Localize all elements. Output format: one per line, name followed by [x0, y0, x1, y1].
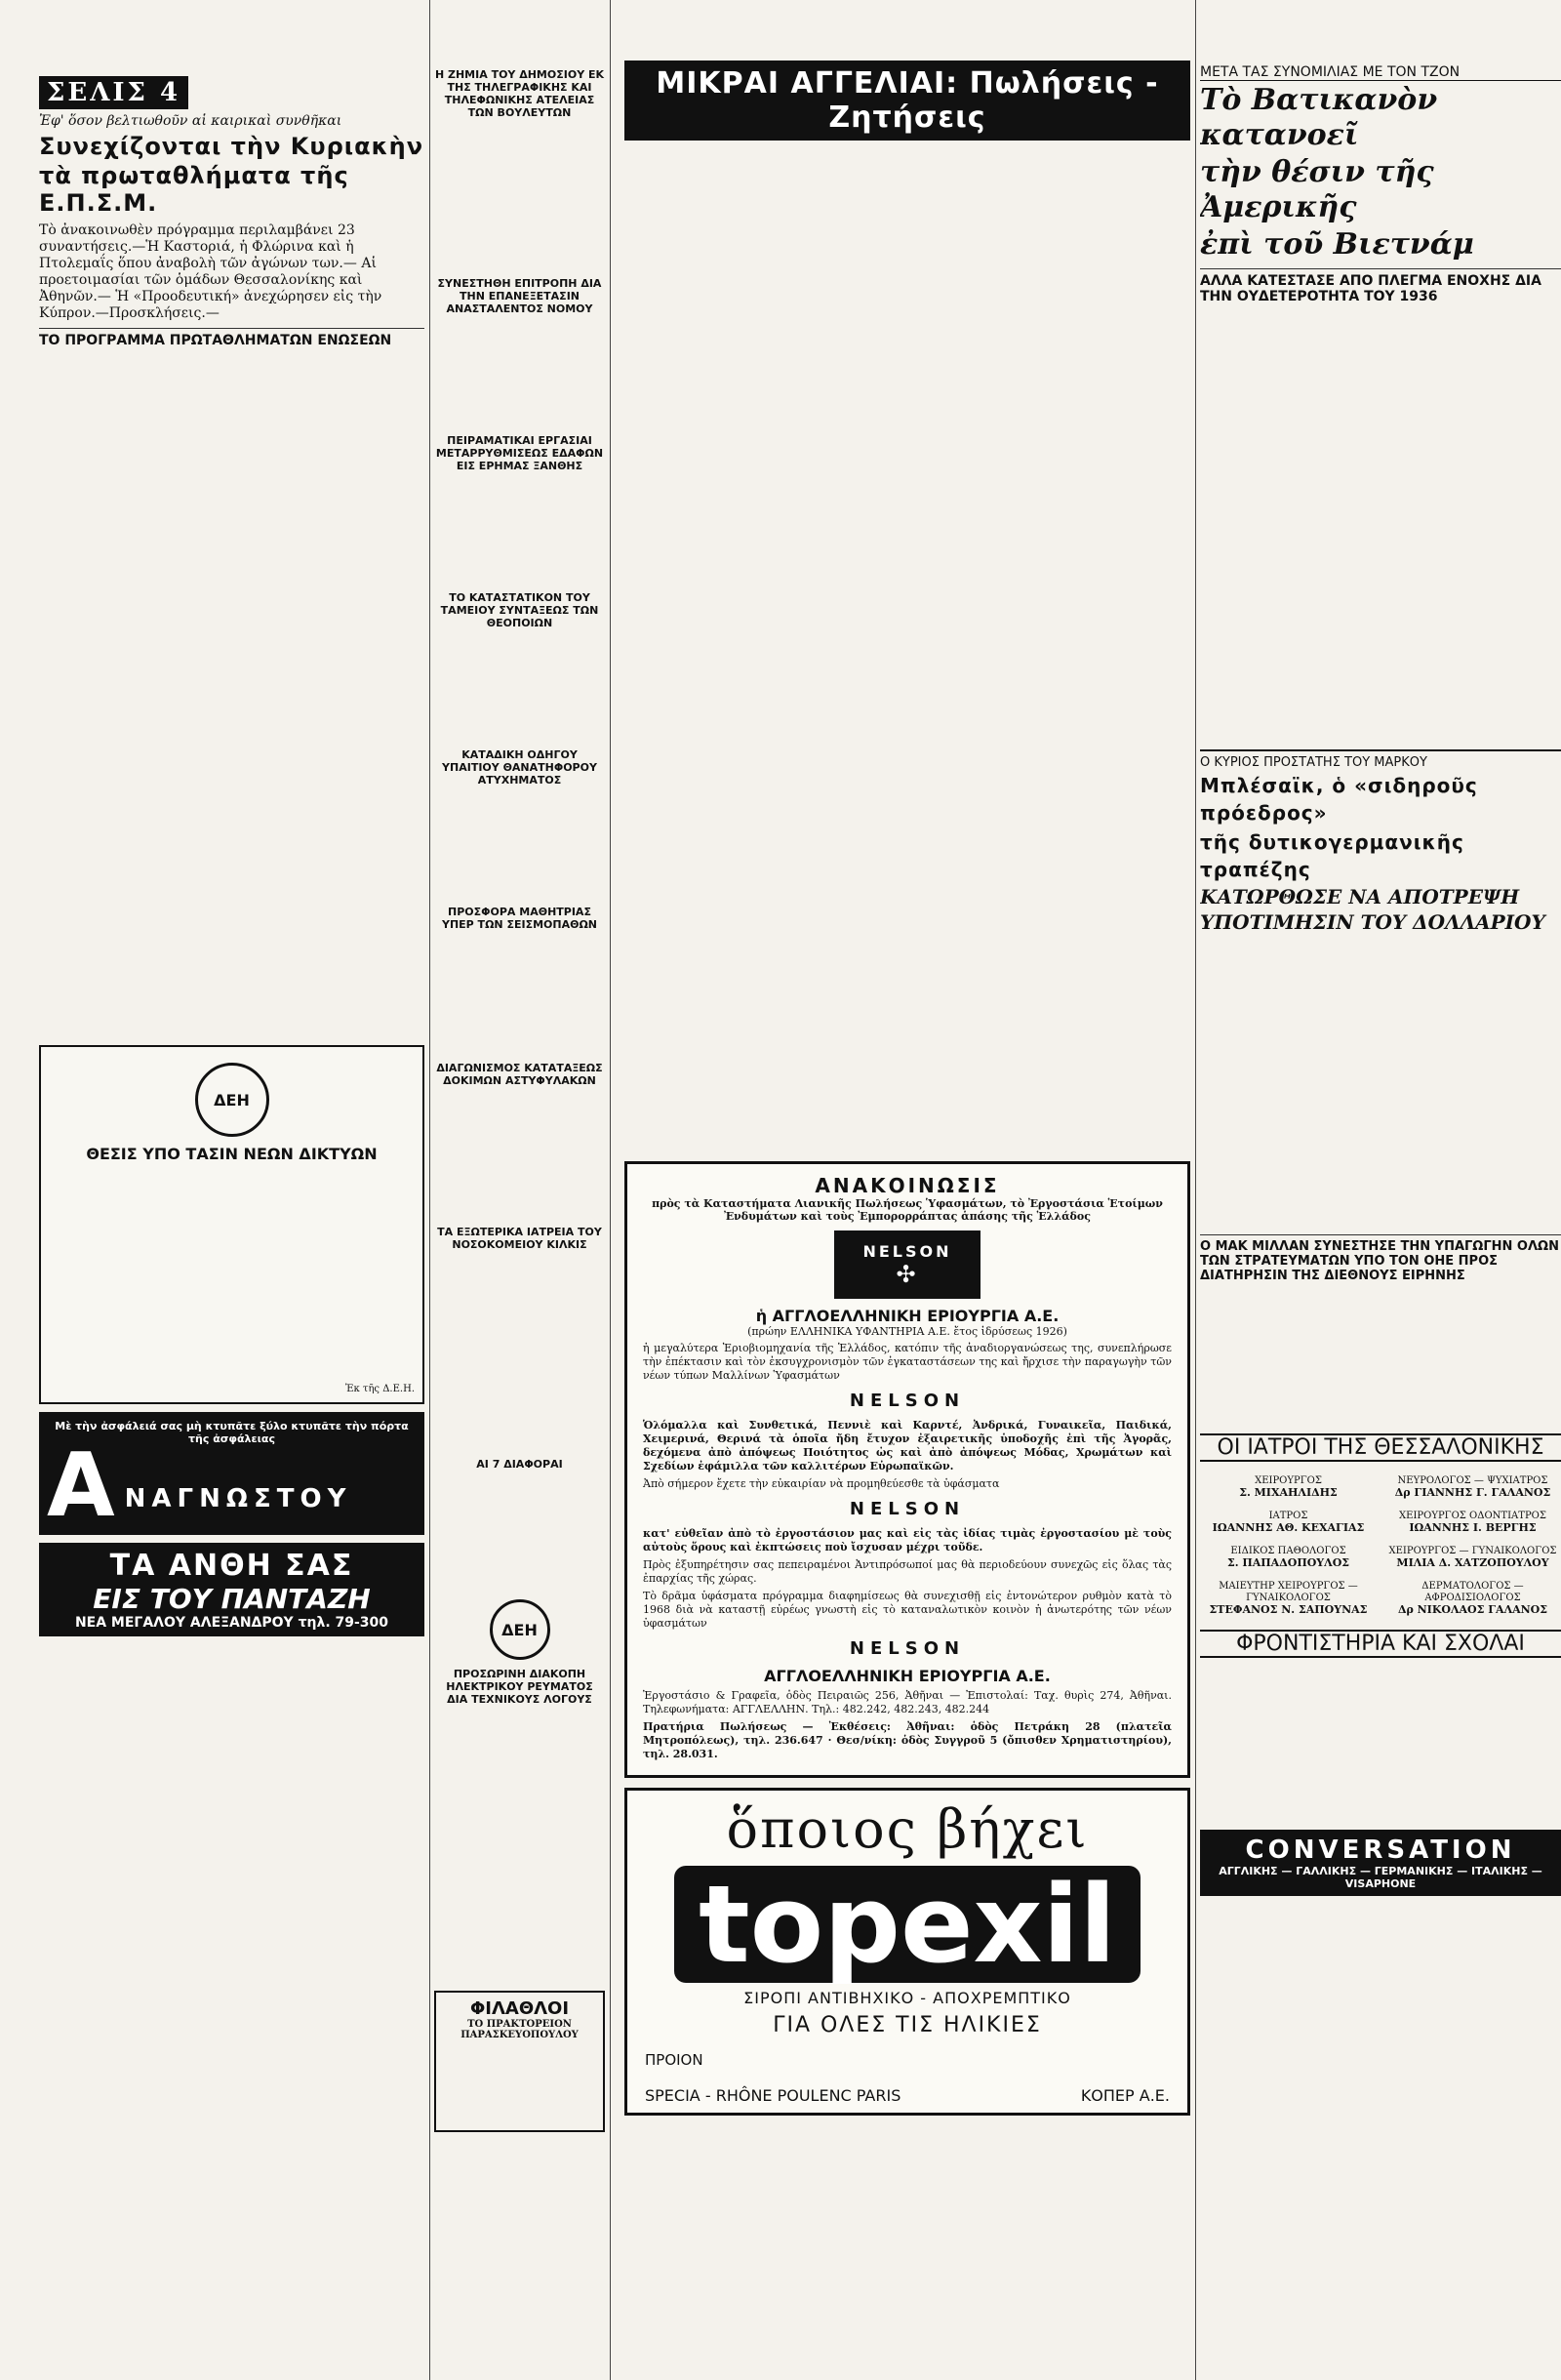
- ad-nelson-paragraph: Πρὸς ἐξυπηρέτησιν σας πεπειραμένοι Ἀντιπρόσωποί μας θὰ περιοδεύουν συνεχῶς εἰς ὅλας τὰς ἐπαρχίας τῆς χώρας.: [643, 1558, 1172, 1585]
- ad-filathloi-title: ΦΙΛΑΘΛΟΙ: [469, 1998, 570, 2019]
- column-international: [1200, 0, 1561, 2380]
- ad-topexil-distributor: ΚΟΠΕΡ Α.Ε.: [1080, 2086, 1170, 2105]
- schools-section-title: ΦΡΟΝΤΙΣΤΗΡΙΑ ΚΑΙ ΣΧΟΛΑΙ: [1200, 1630, 1561, 1658]
- ad-deh-signature: Ἐκ τῆς Δ.Ε.Η.: [344, 1384, 415, 1394]
- sports-subhead: ΤΟ ΠΡΟΓΡΑΜΜΑ ΠΡΩΤΑΘΛΗΜΑΤΩΝ ΕΝΩΣΕΩΝ: [39, 328, 424, 348]
- body-text-block: [434, 790, 605, 898]
- vatican-article-body: [1200, 310, 1561, 749]
- doctors-section-title: ΟΙ ΙΑΤΡΟΙ ΤΗΣ ΘΕΣΣΑΛΟΝΙΚΗΣ: [1200, 1433, 1561, 1462]
- brief-title: ΠΡΟΣΦΟΡΑ ΜΑΘΗΤΡΙΑΣ ΥΠΕΡ ΤΩΝ ΣΕΙΣΜΟΠΑΘΩΝ: [441, 906, 598, 931]
- body-text-block: [434, 1474, 605, 1592]
- body-text-block: [434, 476, 605, 584]
- body-text-block: [1200, 1289, 1561, 1426]
- ad-topexil-ages: ΓΙΑ ΟΛΕΣ ΤΙΣ ΗΛΙΚΙΕΣ: [773, 2013, 1042, 2037]
- body-text-block: [434, 319, 605, 426]
- brief-title: ΑΙ 7 ΔΙΑΦΟΡΑΙ: [476, 1458, 563, 1471]
- body-text-block: [442, 2040, 597, 2118]
- ad-anagnostou: [39, 1412, 424, 1535]
- ad-filathloi: [434, 1991, 605, 2132]
- doctor-listing: [1200, 1546, 1377, 1569]
- doctor-role: ΙΑΤΡΟΣ: [1268, 1511, 1308, 1521]
- ad-nelson-paragraph: Τὸ δρᾶμα ὑφάσματα πρόγραμμα διαφημίσεως θὰ συνεχισθῇ εἰς ἐντονώτερον ρυθμὸν κατὰ τὸ 1968 διὰ νὰ καταστῇ εὐρέως γνωστὴ εἰς τὸ καταναλωτικὸν κοινὸν ἡ ἀνωτερότης τῶν νέων ὑφασμάτων: [643, 1590, 1172, 1630]
- doctor-role: ΜΑΙΕΥΤΗΡ ΧΕΙΡΟΥΡΓΟΣ — ΓΥΝΑΙΚΟΛΟΓΟΣ: [1219, 1581, 1358, 1603]
- ad-anagnostou-name: ΝΑΓΝΩΣΤΟΥ: [124, 1484, 352, 1513]
- ad-nelson-paragraph: κατ' εὐθεῖαν ἀπὸ τὸ ἐργοστάσιον μας καὶ εἰς τὰς ἰδίας τιμὰς ἐργοστασίου μὲ τοὺς αὐτοὺς ὅρους καὶ ἐκπτώσεις ποὺ ἴσχυσαν μέχρι τοῦδε.: [643, 1527, 1172, 1553]
- doctor-listing: [1384, 1475, 1561, 1499]
- vatican-headline-1: Τὸ Βατικανὸν κατανοεῖ: [1200, 83, 1438, 152]
- page-number-masthead: ΣΕΛΙΣ 4: [39, 76, 188, 109]
- ad-nelson-subtitle: πρὸς τὰ Καταστήματα Λιανικῆς Πωλήσεως Ὑφασμάτων, τὸ Ἐργοστάσια Ἑτοίμων Ἐνδυμάτων καὶ τοὺς Ἐμπορορράπτας ἁπάσης τῆς Ἑλλάδος: [652, 1197, 1163, 1223]
- body-text-block: [1008, 146, 1190, 1151]
- ad-nelson-company-sub: (πρώην ΕΛΛΗΝΙΚΑ ΥΦΑΝΤΗΡΙΑ Α.Ε. ἔτος ἱδρύσεως 1926): [747, 1325, 1067, 1338]
- macmillan-headline: Ο ΜΑΚ ΜΙΛΛΑΝ ΣΥΝΕΣΤΗΣΕ ΤΗΝ ΥΠΑΓΩΓΗΝ ΟΛΩΝ ΤΩΝ ΣΤΡΑΤΕΥΜΑΤΩΝ ΥΠΟ ΤΟΝ ΟΗΕ ΠΡΟΣ ΔΙΑΤΗΡΗΣΙΝ ΤΗΣ ΔΙΕΘΝΟΥΣ ΕΙΡΗΝΗΣ: [1200, 1234, 1561, 1283]
- column-news-briefs-lower: [434, 1054, 605, 2380]
- nelson-logo: [834, 1230, 981, 1299]
- classified-column: [1008, 146, 1190, 1157]
- body-text-block: [1200, 310, 1561, 528]
- doctor-role: ΧΕΙΡΟΥΡΓΟΣ — ΓΥΝΑΙΚΟΛΟΓΟΣ: [1388, 1546, 1557, 1556]
- ad-nelson-brand: NELSON: [849, 1638, 966, 1659]
- doctor-listing: [1384, 1511, 1561, 1534]
- doctor-name: ΙΩΑΝΝΗΣ Ι. ΒΕΡΓΗΣ: [1409, 1521, 1537, 1534]
- ad-deh-title: ΘΕΣΙΣ ΥΠΟ ΤΑΣΙΝ ΝΕΩΝ ΔΙΚΤΥΩΝ: [86, 1145, 378, 1163]
- column-sports: [39, 0, 424, 2380]
- vatican-headline-3: ἐπὶ τοῦ Βιετνάμ: [1200, 227, 1474, 262]
- sports-kicker: Ἐφ' ὅσον βελτιωθοῦν αἱ καιρικαὶ συνθῆκαι: [39, 113, 342, 129]
- ad-nelson-company: ΑΓΓΛΟΕΛΛΗΝΙΚΗ ΕΡΙΟΥΡΓΙΑ Α.Ε.: [764, 1667, 1051, 1685]
- classified-column: [624, 146, 807, 1157]
- classified-column: [817, 146, 999, 1157]
- vatican-kicker: ΜΕΤΑ ΤΑΣ ΣΥΝΟΜΙΛΙΑΣ ΜΕ ΤΟΝ ΤΖΟΝ: [1200, 64, 1561, 81]
- vatican-subhead: ΑΛΛΑ ΚΑΤΕΣΤΑΣΕ ΑΠΟ ΠΛΕΓΜΑ ΕΝΟΧΗΣ ΔΙΑ ΤΗΝ ΟΥΔΕΤΕΡΟΤΗΤΑ ΤΟΥ 1936: [1200, 268, 1561, 304]
- brief-title: ΚΑΤΑΔΙΚΗ ΟΔΗΓΟΥ ΥΠΑΙΤΙΟΥ ΘΑΝΑΤΗΦΟΡΟΥ ΑΤΥΧΗΜΑΤΟΣ: [442, 748, 597, 787]
- doctor-name: Δρ ΓΙΑΝΝΗΣ Γ. ΓΑΛΑΝΟΣ: [1394, 1486, 1551, 1499]
- brief-title: ΣΥΝΕΣΤΗΘΗ ΕΠΙΤΡΟΠΗ ΔΙΑ ΤΗΝ ΕΠΑΝΕΞΕΤΑΣΙΝ ΑΝΑΣΤΑΛΕΝΤΟΣ ΝΟΜΟΥ: [437, 277, 602, 315]
- doctors-listings: [1200, 1470, 1561, 1622]
- body-text-block: [1200, 1666, 1561, 1822]
- doctor-listing: [1200, 1511, 1377, 1534]
- ad-nelson-paragraph: ἡ μεγαλύτερα Ἐριοβιομηχανία τῆς Ἑλλάδος, κατόπιν τῆς ἀναδιοργανώσεως της, συνεπλήρωσε τὴν ἐπέκτασιν καὶ τὸν ἐκσυγχρονισμὸν τῶν ἐγκαταστάσεων της καὶ ἤρχισε τὴν παραγωγὴν τῶν νέων τύπων Μαλλίνων Ὑφασμάτων: [643, 1342, 1172, 1382]
- ad-pantazis-address: ΝΕΑ ΜΕΓΑΛΟΥ ΑΛΕΞΑΝΔΡΟΥ τηλ. 79-300: [74, 1615, 389, 1631]
- ad-nelson-address: Ἐργοστάσιο & Γραφεῖα, ὁδὸς Πειραιῶς 256, Ἀθῆναι — Ἐπιστολαί: Ταχ. θυρὶς 274, Ἀθῆναι. Τηλεφωνήματα: ΑΓΓΛΕΛΛΗΝ. Τηλ.: 482.242, 482.243, 482.244: [643, 1689, 1172, 1715]
- doctor-name: ΣΤΕΦΑΝΟΣ Ν. ΣΑΠΟΥΝΑΣ: [1209, 1603, 1368, 1616]
- body-text-block: [1200, 936, 1561, 1080]
- blessing-headline-1: Μπλέσαϊκ, ὁ «σιδηροῦς πρόεδρος»: [1200, 774, 1478, 825]
- sports-headline-1: Συνεχίζονται τὴν Κυριακὴν: [39, 133, 424, 160]
- brief-title: ΔΙΑΓΩΝΙΣΜΟΣ ΚΑΤΑΤΑΞΕΩΣ ΔΟΚΙΜΩΝ ΑΣΤΥΦΥΛΑΚΩΝ: [436, 1062, 603, 1087]
- ad-topexil-brand: topexil: [674, 1866, 1141, 1983]
- ad-nelson-brand: NELSON: [849, 1391, 966, 1411]
- ad-deh-body: [49, 1169, 415, 1384]
- knot-icon: ✣: [896, 1260, 919, 1288]
- body-text-block: [434, 1710, 605, 1983]
- vatican-headline-2: τὴν θέσιν τῆς Ἀμερικῆς: [1200, 155, 1434, 224]
- ad-pantazis-line1: ΤΑ ΑΝΘΗ ΣΑΣ: [109, 1549, 354, 1583]
- column-divider: [429, 0, 430, 2380]
- body-text-block: [434, 1255, 605, 1450]
- ad-topexil-slogan: ὅποιος βήχει: [726, 1798, 1089, 1860]
- sports-lead: Τὸ ἀνακοινωθὲν πρόγραμμα περιλαμβάνει 23 συναντήσεις.—Ἡ Καστοριά, ἡ Φλώρινα καὶ ἡ Πτολεμαΐς ὅπου ἀναβολὴ τῶν ἀγώνων των.— Αἱ προετοιμασίαι τῶν ὁμάδων Θεσσαλονίκης καὶ Ἀθηνῶν.— Ἡ «Προοδευτική» ἀνεχώρησεν εἰς τὴν Κύπρον.—Προσκλήσεις.—: [39, 222, 382, 321]
- brief-title: ΠΡΟΣΩΡΙΝΗ ΔΙΑΚΟΠΗ ΗΛΕΚΤΡΙΚΟΥ ΡΕΥΜΑΤΟΣ ΔΙΑ ΤΕΧΝΙΚΟΥΣ ΛΟΓΟΥΣ: [446, 1668, 593, 1706]
- deh-logo: ΔΕΗ: [195, 1063, 269, 1137]
- doctor-listing: [1384, 1546, 1561, 1569]
- ad-nelson-title: ΑΝΑΚΟΙΝΩΣΙΣ: [815, 1174, 1000, 1197]
- ad-nelson-brand: NELSON: [849, 1499, 966, 1519]
- sports-headline-2: τὰ πρωταθλήματα τῆς Ε.Π.Σ.Μ.: [39, 162, 349, 217]
- ad-nelson-points-of-sale: Πρατήρια Πωλήσεως — Ἐκθέσεις: Ἀθῆναι: ὁδὸς Πετράκη 28 (πλατεῖα Μητροπόλεως), τηλ. 236.647 · Θεσ/νίκη: ὁδὸς Συγγροῦ 5 (ὄπισθεν Χρηματιστηρίου), τηλ. 28.031.: [643, 1720, 1172, 1760]
- body-text-block: [434, 123, 605, 269]
- ad-nelson: [624, 1161, 1190, 1778]
- ad-nelson-paragraph: Ἀπὸ σήμερον ἔχετε τὴν εὐκαιρίαν νὰ προμηθεύεσθε τὰ ὑφάσματα: [643, 1477, 1000, 1490]
- ad-nelson-paragraph: Ὁλόμαλλα καὶ Συνθετικά, Πεννιὲ καὶ Καρντέ, Ἀνδρικά, Γυναικεῖα, Παιδικά, Χειμερινά, Θερινά τὰ ὁποῖα ἤδη ἔτυχον ἐξαιρετικῆς ὑποδοχῆς ἐπὶ τῆς Ἀγορᾶς, δεχόμενα ἀπὸ ἀπόψεως Ποιότητος ὡς καὶ ἀπὸ ἀπόψεως Μόδας, Χρωμάτων καὶ Σχεδίων ἐφάμιλλα τῶν καλλιτέρων Εὐρωπαϊκῶν.: [643, 1419, 1172, 1472]
- doctor-listing: [1200, 1475, 1377, 1499]
- ad-filathloi-sub: ΤΟ ΠΡΑΚΤΟΡΕΙΟΝ ΠΑΡΑΣΚΕΥΟΠΟΥΛΟΥ: [460, 2019, 579, 2040]
- doctor-listing: [1200, 1581, 1377, 1616]
- ad-topexil-product-label: ΠΡΟΙΟΝ: [645, 2051, 703, 2069]
- blessing-headline-3: ΚΑΤΩΡΘΩΣΕ ΝΑ ΑΠΟΤΡΕΨΗ: [1200, 885, 1520, 908]
- doctor-name: Δρ ΝΙΚΟΛΑΟΣ ΓΑΛΑΝΟΣ: [1397, 1603, 1548, 1616]
- ad-conversation-title: CONVERSATION: [1245, 1835, 1516, 1865]
- doctor-listing: [1384, 1581, 1561, 1616]
- ad-conversation: [1200, 1830, 1561, 1896]
- body-text-block: [434, 633, 605, 741]
- doctor-role: ΔΕΡΜΑΤΟΛΟΓΟΣ — ΑΦΡΟΔΙΣΙΟΛΟΓΟΣ: [1421, 1581, 1524, 1603]
- blessing-headline-4: ΥΠΟΤΙΜΗΣΙΝ ΤΟΥ ΔΟΛΛΑΡΙΟΥ: [1200, 910, 1545, 934]
- brief-title: ΤΑ ΕΞΩΤΕΡΙΚΑ ΙΑΤΡΕΙΑ ΤΟΥ ΝΟΣΟΚΟΜΕΙΟΥ ΚΙΛΚΙΣ: [437, 1226, 602, 1251]
- doctor-name: ΙΩΑΝΝΗΣ ΑΘ. ΚΕΧΑΓΙΑΣ: [1212, 1521, 1365, 1534]
- classifieds-banner: ΜΙΚΡΑΙ ΑΓΓΕΛΙΑΙ: Πωλήσεις - Ζητήσεις: [624, 61, 1190, 141]
- column-divider: [1195, 0, 1196, 2380]
- ad-topexil-footer: [635, 2086, 1180, 2105]
- doctor-name: ΜΙΛΙΑ Δ. ΧΑΤΖΟΠΟΥΛΟΥ: [1396, 1556, 1549, 1569]
- body-text-block: [817, 146, 999, 1151]
- ad-topexil-maker: SPECIA - RHÔNE POULENC PARIS: [645, 2086, 901, 2105]
- blessing-headline-2: τῆς δυτικογερμανικῆς τραπέζης: [1200, 830, 1464, 881]
- brief-title: ΤΟ ΚΑΤΑΣΤΑΤΙΚΟΝ ΤΟΥ ΤΑΜΕΙΟΥ ΣΥΝΤΑΞΕΩΣ ΤΩΝ ΘΕΟΠΟΙΩΝ: [440, 591, 599, 629]
- ad-topexil-description: ΣΙΡΟΠΙ ΑΝΤΙΒΗΧΙΚΟ - ΑΠΟΧΡΕΜΠΤΙΚΟ: [743, 1989, 1071, 2007]
- body-text-block: [434, 1091, 605, 1218]
- deh-logo: ΔΕΗ: [490, 1599, 550, 1660]
- classified-ads-grid: [624, 146, 1190, 1151]
- column-classifieds: [624, 0, 1190, 2380]
- doctor-role: ΝΕΥΡΟΛΟΓΟΣ — ΨΥΧΙΑΤΡΟΣ: [1397, 1475, 1548, 1486]
- ad-pantazis-flowers: [39, 1543, 424, 1636]
- nelson-logo-text: NELSON: [862, 1241, 952, 1261]
- blessing-kicker: Ο ΚΥΡΙΟΣ ΠΡΟΣΤΑΤΗΣ ΤΟΥ ΜΑΡΚΟΥ: [1200, 749, 1561, 770]
- doctor-role: ΧΕΙΡΟΥΡΓΟΣ ΟΔΟΝΤΙΑΤΡΟΣ: [1399, 1511, 1546, 1521]
- ad-nelson-company: ἡ ΑΓΓΛΟΕΛΛΗΝΙΚΗ ΕΡΙΟΥΡΓΙΑ Α.Ε.: [755, 1307, 1060, 1325]
- body-text-block: [434, 935, 605, 993]
- ad-pantazis-line2: ΕΙΣ ΤΟΥ ΠΑΝΤΑΖΗ: [93, 1583, 371, 1615]
- doctor-name: Σ. ΜΙΧΑΗΛΙΔΗΣ: [1239, 1486, 1338, 1499]
- doctor-role: ΕΙΔΙΚΟΣ ΠΑΘΟΛΟΓΟΣ: [1230, 1546, 1346, 1556]
- doctor-name: Σ. ΠΑΠΑΔΟΠΟΥΛΟΣ: [1226, 1556, 1350, 1569]
- brief-title: ΠΕΙΡΑΜΑΤΙΚΑΙ ΕΡΓΑΣΙΑΙ ΜΕΤΑΡΡΥΘΜΙΣΕΩΣ ΕΔΑΦΩΝ ΕΙΣ ΕΡΗΜΑΣ ΞΑΝΘΗΣ: [435, 434, 604, 472]
- column-divider: [610, 0, 611, 2380]
- column-news-briefs: [434, 0, 605, 1054]
- brief-title: Η ΖΗΜΙΑ ΤΟΥ ΔΗΜΟΣΙΟΥ ΕΚ ΤΗΣ ΤΗΛΕΓΡΑΦΙΚΗΣ ΚΑΙ ΤΗΛΕΦΩΝΙΚΗΣ ΑΤΕΛΕΙΑΣ ΤΩΝ ΒΟΥΛΕΥΤΩΝ: [434, 68, 605, 119]
- ad-conversation-sub: ΑΓΓΛΙΚΗΣ — ΓΑΛΛΙΚΗΣ — ΓΕΡΜΑΝΙΚΗΣ — ΙΤΑΛΙΚΗΣ — VISAPHONE: [1219, 1865, 1542, 1890]
- ad-anagnostou-letter: A: [47, 1434, 115, 1537]
- ad-topexil: [624, 1788, 1190, 2116]
- blessing-article-body: [1200, 936, 1561, 1229]
- ad-anagnostou-slogan: Μὲ τὴν ἀσφάλειά σας μὴ κτυπᾶτε ξύλο κτυπᾶτε τὴν πόρτα τῆς ἀσφάλειας: [55, 1420, 409, 1445]
- doctor-role: ΧΕΙΡΟΥΡΓΟΣ: [1255, 1475, 1322, 1486]
- sports-article-body: [39, 354, 424, 1037]
- ad-deh-new-networks: [39, 1045, 424, 1404]
- body-text-block: [624, 146, 807, 1151]
